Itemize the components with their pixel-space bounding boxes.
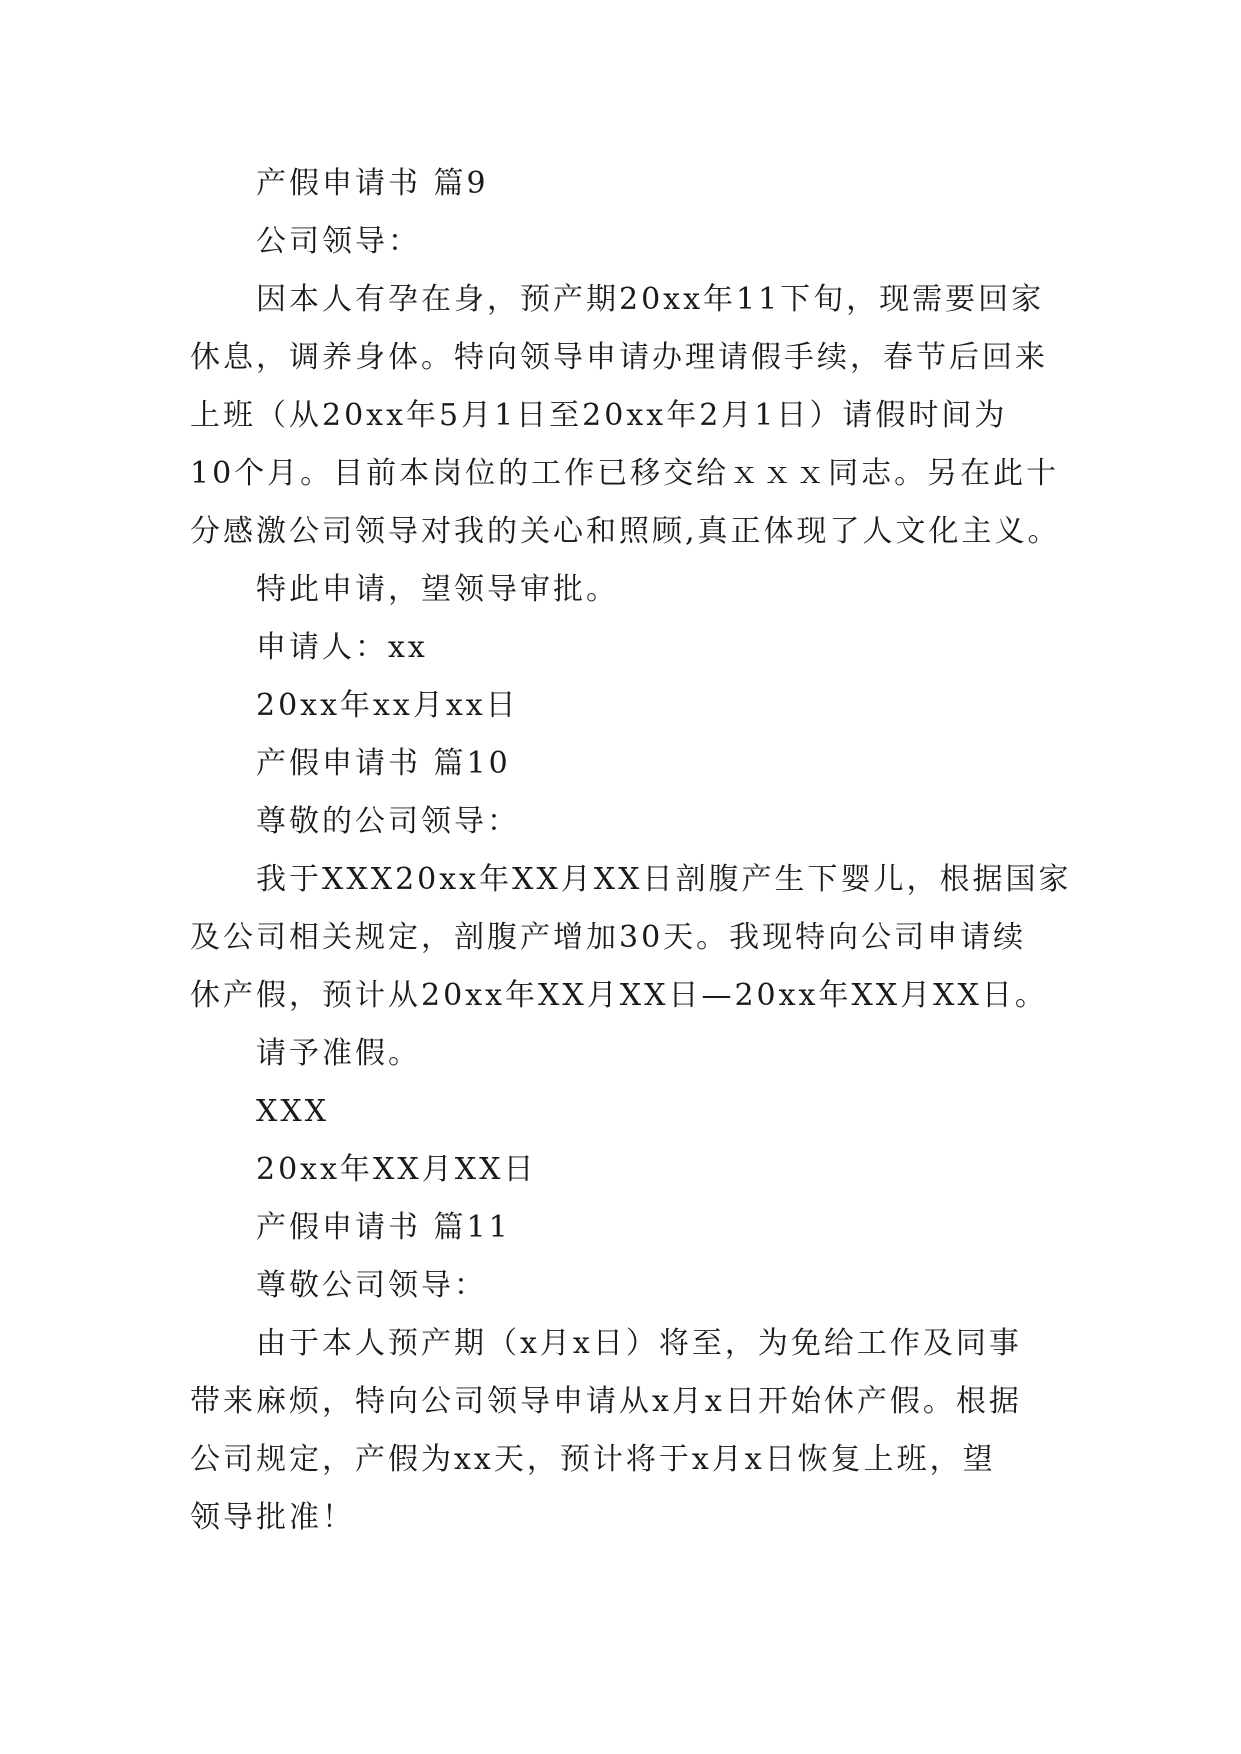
applicant-line: 申请人：xx [256,630,428,665]
salutation: 尊敬的公司领导： [256,804,520,839]
salutation: 尊敬公司领导： [256,1268,487,1303]
paragraph-line: 由于本人预产期（x月x日）将至，为免给工作及同事 [256,1326,1022,1361]
date-line: 20xx年XX月XX日 [256,1152,537,1187]
salutation: 公司领导： [256,224,421,259]
paragraph-line: 休产假，预计从20xx年XX月XX日—20xx年XX月XX日。 [190,978,1048,1013]
paragraph-line: 我于XXX20xx年XX月XX日剖腹产生下婴儿，根据国家 [256,862,1072,897]
paragraph-line: 分感激公司领导对我的关心和照顾,真正体现了人文化主义。 [190,514,1061,549]
paragraph-line: 10个月。目前本岗位的工作已移交给ｘｘｘ同志。另在此十 [190,456,1060,491]
paragraph-line: 公司规定，产假为xx天，预计将于x月x日恢复上班，望 [190,1442,996,1477]
section-title-9: 产假申请书 篇9 [256,166,489,201]
paragraph-line: 休息，调养身体。特向领导申请办理请假手续，春节后回来 [190,340,1048,375]
paragraph-line: 及公司相关规定，剖腹产增加30天。我现特向公司申请续 [190,920,1027,955]
section-title-11: 产假申请书 篇11 [256,1210,511,1245]
paragraph-line: 带来麻烦，特向公司领导申请从x月x日开始休产假。根据 [190,1384,1022,1419]
closing-line: 请予准假。 [256,1036,421,1071]
signature-line: XXX [256,1094,330,1129]
paragraph-line: 领导批准！ [190,1500,355,1535]
closing-line: 特此申请，望领导审批。 [256,572,619,607]
section-title-10: 产假申请书 篇10 [256,746,511,781]
paragraph-line: 上班（从20xx年5月1日至20xx年2月1日）请假时间为 [190,398,1008,433]
date-line: 20xx年xx月xx日 [256,688,519,723]
paragraph-line: 因本人有孕在身，预产期20xx年11下旬，现需要回家 [256,282,1045,317]
